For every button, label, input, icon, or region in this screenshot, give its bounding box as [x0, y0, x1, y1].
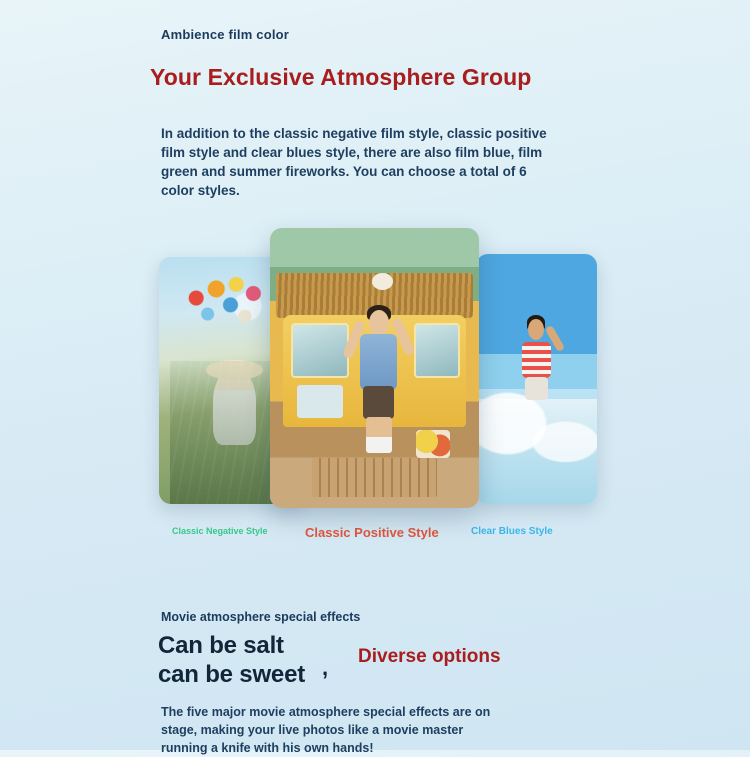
van-logo-panel: [297, 385, 343, 419]
caption-classic-positive: Classic Positive Style: [305, 525, 439, 540]
section2-accent-line: Diverse options: [358, 646, 501, 667]
section2-body: The five major movie atmosphere special effects are on stage, making your live photos like a movie master running a knife with his own hands!: [161, 705, 491, 755]
kid-shirt: [522, 342, 550, 378]
section2-big-line-2: can be sweet: [158, 660, 306, 688]
thrown-hat: [372, 273, 393, 290]
photo-beach-jump: [476, 254, 597, 504]
section1-body: In addition to the classic negative film style, classic positive film style and clear blues style, there are also film blue, film green and summer fireworks. You can choose a total of 6 color styles.: [161, 126, 547, 199]
van-window-left: [291, 323, 349, 377]
kid-shorts: [525, 377, 548, 400]
photo-subject-kid: [520, 319, 554, 424]
section2-eyebrow: Movie atmosphere special effects: [161, 610, 361, 624]
man-legs: [366, 417, 392, 453]
caption-classic-negative: Classic Negative Style: [172, 526, 268, 536]
photo-van-scene: [270, 228, 479, 508]
fruit-basket: [416, 430, 449, 458]
photo-card-classic-positive[interactable]: [270, 228, 479, 508]
photo-card-clear-blues[interactable]: [476, 254, 597, 504]
photo-card-group: [0, 228, 750, 518]
man-head: [369, 310, 389, 336]
section1-eyebrow: Ambience film color: [161, 27, 290, 42]
man-shorts: [363, 386, 394, 418]
man-shirt: [360, 334, 397, 389]
kid-head: [528, 319, 544, 340]
section2-big-line: [158, 632, 388, 690]
photo-subject-man: [356, 304, 402, 466]
caption-clear-blues: Clear Blues Style: [471, 526, 553, 537]
photo-subject-girl: [213, 371, 256, 445]
section2-big-line-1: Can be salt: [158, 632, 284, 659]
van-window-right: [414, 323, 460, 377]
wooden-crate: [312, 458, 437, 497]
section1-headline: Your Exclusive Atmosphere Group: [150, 64, 532, 90]
section2-comma: ,: [322, 655, 329, 680]
